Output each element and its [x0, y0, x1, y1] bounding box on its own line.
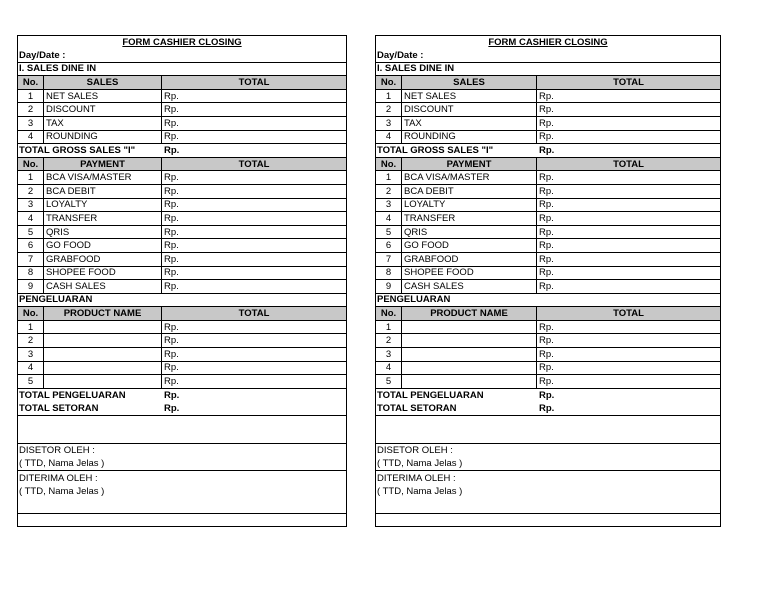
- payment-no-cell: 2: [376, 185, 402, 198]
- product-no-cell: 5: [18, 375, 44, 388]
- cashier-closing-form-left: [17, 35, 347, 527]
- product-header-row: [18, 307, 346, 321]
- payment-total-cell: Rp.: [539, 280, 554, 292]
- sales-header-row: [18, 76, 346, 90]
- payment-row: [376, 199, 720, 213]
- product-name-cell: [44, 375, 162, 388]
- payment-name-cell: GRABFOOD: [44, 253, 162, 266]
- total-pengeluaran-value: Rp.: [164, 390, 180, 402]
- product-no-cell: 1: [18, 321, 44, 334]
- payment-row: [376, 185, 720, 199]
- payment-no-cell: 4: [18, 212, 44, 225]
- product-row: [18, 334, 346, 348]
- total-setoran-label: TOTAL SETORAN: [377, 403, 457, 415]
- payment-name-cell: GO FOOD: [402, 239, 537, 252]
- product-total-cell: Rp.: [539, 335, 554, 347]
- sales-total-cell: Rp.: [164, 90, 179, 102]
- payment-no-cell: 1: [376, 171, 402, 184]
- sales-total-cell: Rp.: [164, 104, 179, 116]
- col-product-header: PRODUCT NAME: [44, 307, 162, 320]
- signature-spacer: [376, 416, 720, 444]
- payment-no-cell: 3: [376, 199, 402, 212]
- product-name-cell: [402, 334, 537, 347]
- sales-name-cell: ROUNDING: [402, 131, 537, 144]
- col-payment-header: PAYMENT: [402, 158, 537, 171]
- payment-total-cell: Rp.: [539, 185, 554, 197]
- total-gross-value: Rp.: [539, 144, 555, 156]
- payment-no-cell: 5: [18, 226, 44, 239]
- sales-no-cell: 2: [18, 103, 44, 116]
- disetor-ttd-label: ( TTD, Nama Jelas ): [377, 458, 463, 470]
- sales-no-cell: 1: [376, 90, 402, 103]
- payment-total-cell: Rp.: [539, 199, 554, 211]
- product-total-cell: Rp.: [164, 362, 179, 374]
- total-pengeluaran-value: Rp.: [539, 390, 555, 402]
- section-pengeluaran: PENGELUARAN: [19, 294, 93, 306]
- product-total-cell: Rp.: [164, 335, 179, 347]
- product-total-cell: Rp.: [539, 376, 554, 388]
- product-no-cell: 2: [18, 334, 44, 347]
- payment-row: [376, 280, 720, 294]
- payment-total-cell: Rp.: [164, 226, 179, 238]
- payment-row: [18, 253, 346, 267]
- form-footer-space: [18, 514, 346, 526]
- payment-total-cell: Rp.: [164, 253, 179, 265]
- total-setoran-row: [376, 402, 720, 416]
- product-row: [18, 362, 346, 376]
- sales-row: [376, 90, 720, 104]
- sales-total-cell: Rp.: [539, 90, 554, 102]
- payment-row: [18, 280, 346, 294]
- payment-total-cell: Rp.: [164, 185, 179, 197]
- total-pengeluaran-label: TOTAL PENGELUARAN: [377, 390, 484, 402]
- sales-name-cell: DISCOUNT: [402, 103, 537, 116]
- product-header-row: [376, 307, 720, 321]
- payment-no-cell: 2: [18, 185, 44, 198]
- product-row: [376, 348, 720, 362]
- payment-name-cell: GRABFOOD: [402, 253, 537, 266]
- payment-total-cell: Rp.: [539, 267, 554, 279]
- sales-name-cell: TAX: [402, 117, 537, 130]
- sales-name-cell: TAX: [44, 117, 162, 130]
- section-dine-in: I. SALES DINE IN: [19, 63, 97, 75]
- total-setoran-value: Rp.: [539, 403, 555, 415]
- product-total-cell: Rp.: [164, 321, 179, 333]
- col-total-header: TOTAL: [238, 308, 270, 320]
- col-no-header: No.: [18, 76, 44, 89]
- sales-total-cell: Rp.: [539, 117, 554, 129]
- payment-name-cell: CASH SALES: [44, 280, 162, 293]
- total-gross-row: [376, 144, 720, 158]
- payment-total-cell: Rp.: [539, 212, 554, 224]
- col-total-header: TOTAL: [238, 76, 270, 88]
- product-total-cell: Rp.: [539, 348, 554, 360]
- payment-name-cell: SHOPEE FOOD: [402, 267, 537, 280]
- payment-row: [376, 171, 720, 185]
- payment-no-cell: 3: [18, 199, 44, 212]
- signature-spacer: [18, 416, 346, 444]
- payment-row: [18, 171, 346, 185]
- payment-name-cell: SHOPEE FOOD: [44, 267, 162, 280]
- sales-name-cell: ROUNDING: [44, 131, 162, 144]
- sales-total-cell: Rp.: [539, 104, 554, 116]
- disetor-label: DISETOR OLEH :: [19, 445, 95, 457]
- sales-total-cell: Rp.: [539, 131, 554, 143]
- total-gross-row: [18, 144, 346, 158]
- product-name-cell: [402, 362, 537, 375]
- product-name-cell: [402, 375, 537, 388]
- signature-space: [376, 498, 720, 514]
- payment-total-cell: Rp.: [539, 253, 554, 265]
- payment-row: [376, 253, 720, 267]
- payment-row: [376, 267, 720, 281]
- product-name-cell: [44, 348, 162, 361]
- disetor-label: DISETOR OLEH :: [377, 445, 453, 457]
- col-no-header: No.: [376, 76, 402, 89]
- day-date-label: Day/Date :: [19, 49, 66, 61]
- col-sales-header: SALES: [44, 76, 162, 89]
- sales-no-cell: 2: [376, 103, 402, 116]
- total-pengeluaran-row: [376, 389, 720, 403]
- product-no-cell: 5: [376, 375, 402, 388]
- total-pengeluaran-row: [18, 389, 346, 403]
- payment-total-cell: Rp.: [539, 240, 554, 252]
- sales-row: [18, 117, 346, 131]
- payment-no-cell: 8: [376, 267, 402, 280]
- sales-name-cell: DISCOUNT: [44, 103, 162, 116]
- payment-total-cell: Rp.: [164, 199, 179, 211]
- product-no-cell: 4: [18, 362, 44, 375]
- sales-name-cell: NET SALES: [44, 90, 162, 103]
- payment-row: [18, 226, 346, 240]
- sales-no-cell: 4: [18, 131, 44, 144]
- col-total-header: TOTAL: [238, 158, 270, 170]
- total-setoran-value: Rp.: [164, 403, 180, 415]
- payment-name-cell: LOYALTY: [44, 199, 162, 212]
- sales-total-cell: Rp.: [164, 131, 179, 143]
- product-row: [376, 334, 720, 348]
- day-date-label: Day/Date :: [377, 49, 424, 61]
- total-setoran-label: TOTAL SETORAN: [19, 403, 99, 415]
- product-row: [376, 362, 720, 376]
- payment-name-cell: TRANSFER: [402, 212, 537, 225]
- payment-name-cell: BCA DEBIT: [402, 185, 537, 198]
- product-name-cell: [402, 321, 537, 334]
- payment-no-cell: 9: [18, 280, 44, 293]
- payment-no-cell: 7: [18, 253, 44, 266]
- payment-total-cell: Rp.: [164, 280, 179, 292]
- sales-row: [18, 90, 346, 104]
- product-row: [18, 348, 346, 362]
- payment-header-row: [376, 158, 720, 172]
- payment-row: [18, 239, 346, 253]
- payment-no-cell: 1: [18, 171, 44, 184]
- sales-header-row: [376, 76, 720, 90]
- payment-no-cell: 4: [376, 212, 402, 225]
- total-setoran-row: [18, 402, 346, 416]
- payment-no-cell: 5: [376, 226, 402, 239]
- payment-row: [376, 212, 720, 226]
- payment-total-cell: Rp.: [164, 240, 179, 252]
- payment-total-cell: Rp.: [164, 172, 179, 184]
- form-title: FORM CASHIER CLOSING: [488, 37, 608, 48]
- payment-total-cell: Rp.: [164, 267, 179, 279]
- product-no-cell: 3: [376, 348, 402, 361]
- section-dine-in: I. SALES DINE IN: [377, 63, 455, 75]
- payment-no-cell: 6: [376, 239, 402, 252]
- col-product-header: PRODUCT NAME: [402, 307, 537, 320]
- product-row: [376, 375, 720, 389]
- diterima-ttd-label: ( TTD, Nama Jelas ): [19, 486, 105, 498]
- product-row: [18, 375, 346, 389]
- diterima-label: DITERIMA OLEH :: [19, 472, 98, 484]
- section-pengeluaran: PENGELUARAN: [377, 294, 451, 306]
- sales-row: [18, 103, 346, 117]
- payment-row: [18, 267, 346, 281]
- payment-name-cell: BCA VISA/MASTER: [402, 171, 537, 184]
- product-row: [376, 321, 720, 335]
- sales-no-cell: 1: [18, 90, 44, 103]
- col-payment-header: PAYMENT: [44, 158, 162, 171]
- payment-name-cell: QRIS: [402, 226, 537, 239]
- payment-row: [376, 239, 720, 253]
- diterima-ttd-label: ( TTD, Nama Jelas ): [377, 486, 463, 498]
- sales-total-cell: Rp.: [164, 117, 179, 129]
- payment-row: [376, 226, 720, 240]
- sales-no-cell: 3: [18, 117, 44, 130]
- product-total-cell: Rp.: [539, 321, 554, 333]
- sales-row: [18, 131, 346, 145]
- product-no-cell: 2: [376, 334, 402, 347]
- form-footer-space: [376, 514, 720, 526]
- product-name-cell: [44, 362, 162, 375]
- product-name-cell: [402, 348, 537, 361]
- payment-name-cell: QRIS: [44, 226, 162, 239]
- payment-row: [18, 212, 346, 226]
- disetor-ttd-label: ( TTD, Nama Jelas ): [19, 458, 105, 470]
- payment-no-cell: 9: [376, 280, 402, 293]
- col-no-header: No.: [18, 307, 44, 320]
- payment-total-cell: Rp.: [539, 172, 554, 184]
- product-no-cell: 3: [18, 348, 44, 361]
- total-gross-label: TOTAL GROSS SALES "I": [377, 144, 494, 156]
- product-total-cell: Rp.: [164, 376, 179, 388]
- total-gross-label: TOTAL GROSS SALES "I": [19, 144, 136, 156]
- sales-no-cell: 4: [376, 131, 402, 144]
- payment-no-cell: 7: [376, 253, 402, 266]
- payment-name-cell: LOYALTY: [402, 199, 537, 212]
- total-gross-value: Rp.: [164, 144, 180, 156]
- col-total-header: TOTAL: [613, 158, 644, 170]
- form-title: FORM CASHIER CLOSING: [122, 37, 242, 48]
- col-total-header: TOTAL: [613, 308, 644, 320]
- signature-space: [18, 498, 346, 514]
- payment-row: [18, 185, 346, 199]
- payment-total-cell: Rp.: [539, 226, 554, 238]
- payment-name-cell: CASH SALES: [402, 280, 537, 293]
- product-row: [18, 321, 346, 335]
- product-total-cell: Rp.: [164, 348, 179, 360]
- col-no-header: No.: [376, 158, 402, 171]
- col-total-header: TOTAL: [613, 76, 644, 88]
- product-no-cell: 1: [376, 321, 402, 334]
- total-pengeluaran-label: TOTAL PENGELUARAN: [19, 390, 126, 402]
- sales-row: [376, 131, 720, 145]
- col-no-header: No.: [376, 307, 402, 320]
- payment-name-cell: TRANSFER: [44, 212, 162, 225]
- payment-name-cell: GO FOOD: [44, 239, 162, 252]
- cashier-closing-form-right: [375, 35, 721, 527]
- sales-no-cell: 3: [376, 117, 402, 130]
- payment-total-cell: Rp.: [164, 212, 179, 224]
- sales-name-cell: NET SALES: [402, 90, 537, 103]
- sales-row: [376, 117, 720, 131]
- payment-no-cell: 6: [18, 239, 44, 252]
- payment-header-row: [18, 158, 346, 172]
- product-name-cell: [44, 334, 162, 347]
- payment-name-cell: BCA DEBIT: [44, 185, 162, 198]
- product-no-cell: 4: [376, 362, 402, 375]
- payment-no-cell: 8: [18, 267, 44, 280]
- product-total-cell: Rp.: [539, 362, 554, 374]
- col-sales-header: SALES: [402, 76, 537, 89]
- product-name-cell: [44, 321, 162, 334]
- diterima-label: DITERIMA OLEH :: [377, 472, 456, 484]
- sales-row: [376, 103, 720, 117]
- col-no-header: No.: [18, 158, 44, 171]
- payment-name-cell: BCA VISA/MASTER: [44, 171, 162, 184]
- payment-row: [18, 199, 346, 213]
